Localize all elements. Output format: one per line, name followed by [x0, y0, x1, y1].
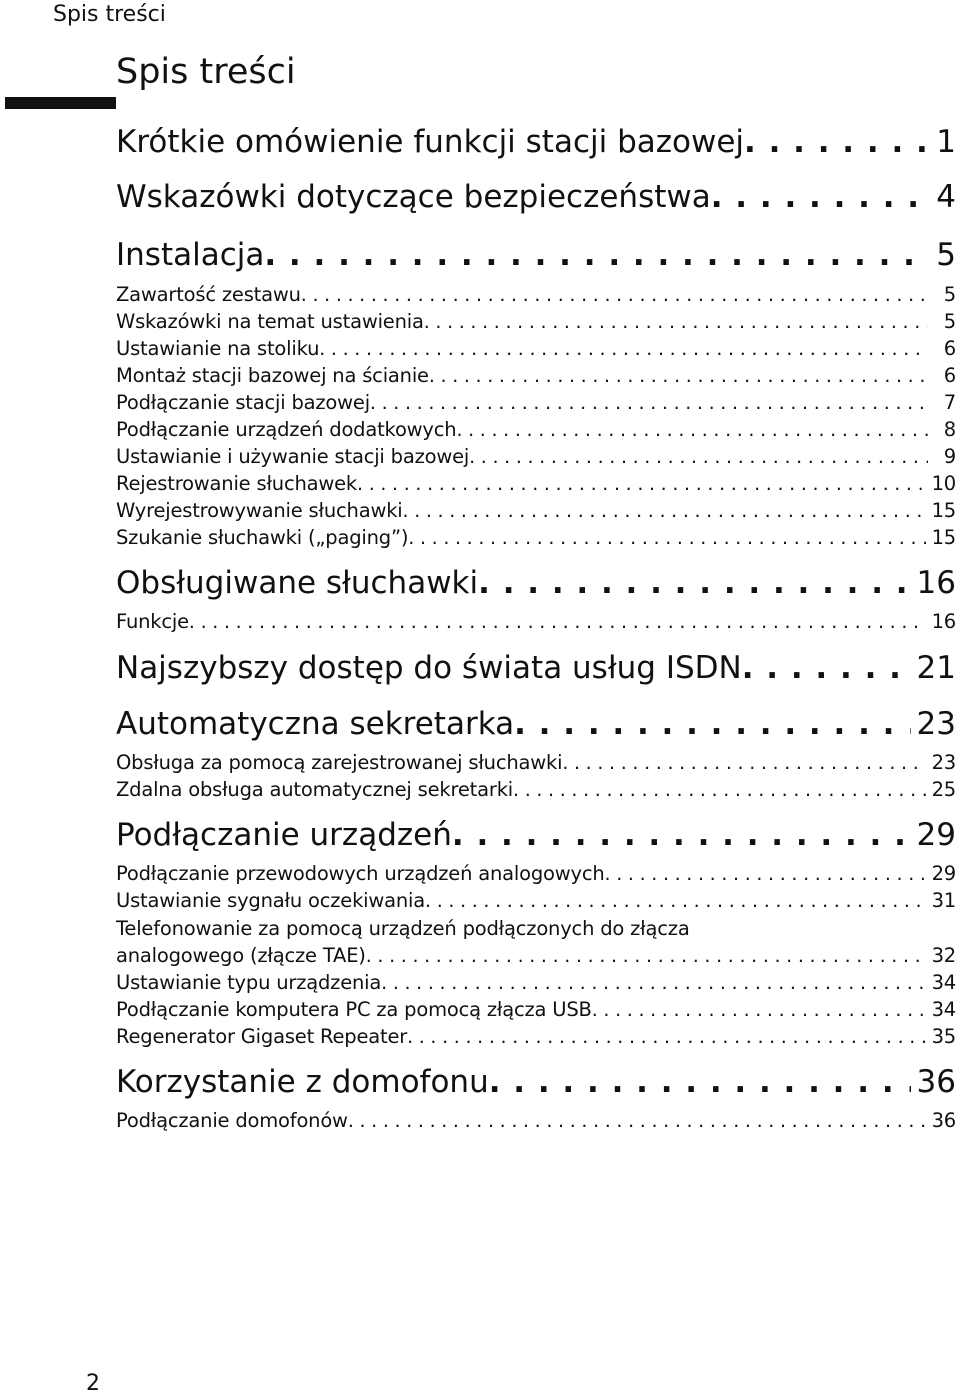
dot-leader — [348, 1110, 926, 1132]
toc-page-number: 15 — [931, 499, 956, 522]
dot-leader — [744, 124, 930, 160]
toc-section-row[interactable] — [116, 179, 956, 219]
toc-entry-title: Ustawianie sygnału oczekiwania — [116, 889, 426, 912]
toc-section-title: Automatyczna sekretarka — [116, 706, 515, 742]
running-header: Spis treści — [53, 2, 166, 27]
dot-leader — [711, 179, 931, 215]
toc-entry-title: Podłączanie urządzeń dodatkowych — [116, 418, 457, 441]
toc-page-number: 10 — [931, 472, 956, 495]
toc-entry-title: Podłączanie domofonów — [116, 1109, 348, 1132]
page-number: 2 — [86, 1371, 100, 1396]
toc-page-number: 31 — [931, 889, 956, 912]
toc-entry-title: Montaż stacji bazowej na ścianie — [116, 364, 429, 387]
dot-leader — [264, 237, 930, 273]
toc-section-title: Wskazówki dotyczące bezpieczeństwa — [116, 179, 711, 215]
toc-entry-title: Wskazówki na temat ustawienia — [116, 310, 424, 333]
dot-leader — [407, 1026, 926, 1048]
dot-leader — [478, 565, 910, 601]
toc-entry-row[interactable] — [116, 751, 956, 778]
toc-entry-row[interactable] — [116, 971, 956, 998]
dot-leader — [489, 1064, 911, 1100]
dot-leader — [429, 365, 928, 387]
toc-entry-title: Podłączanie przewodowych urządzeń analogowych — [116, 862, 605, 885]
dot-leader — [605, 863, 926, 885]
dot-leader — [742, 650, 911, 686]
toc-page-number: 35 — [931, 1025, 956, 1048]
toc-page-number: 9 — [943, 445, 956, 468]
toc-entry-title: Zdalna obsługa automatycznej sekretarki — [116, 778, 514, 801]
toc-entry-title: Ustawianie typu urządzenia — [116, 971, 382, 994]
dot-leader — [452, 817, 911, 853]
toc-entry-title: Ustawianie i używanie stacji bazowej — [116, 445, 470, 468]
toc-section-title: Korzystanie z domofonu — [116, 1064, 489, 1100]
toc-page-number: 6 — [943, 337, 956, 360]
toc-page-number: 16 — [916, 565, 956, 601]
toc-entry-title: Wyrejestrowywanie słuchawki — [116, 499, 403, 522]
toc-page-number: 36 — [916, 1064, 956, 1100]
toc-entry-row[interactable] — [116, 998, 956, 1025]
toc-section-title: Krótkie omówienie funkcji stacji bazowej — [116, 124, 745, 160]
toc-section-row[interactable] — [116, 565, 956, 605]
dot-leader — [381, 972, 925, 994]
toc-page-number: 7 — [943, 391, 956, 414]
dot-leader — [408, 527, 925, 549]
dot-leader — [513, 779, 926, 801]
dot-leader — [189, 611, 926, 633]
toc-entry-title-line1[interactable]: Telefonowanie za pomocą urządzeń podłączonych do złącza — [116, 917, 690, 940]
toc-page-number: 34 — [931, 971, 956, 994]
toc-page-number: 4 — [936, 179, 956, 215]
toc-page-number: 5 — [943, 283, 956, 306]
toc-page-number: 5 — [936, 237, 956, 273]
toc-entry-title: Zawartość zestawu — [116, 283, 301, 306]
toc-section-title: Podłączanie urządzeń — [116, 817, 452, 853]
dot-leader — [357, 473, 926, 495]
toc-entry-row[interactable] — [116, 310, 956, 337]
toc-entry-title: Ustawianie na stoliku — [116, 337, 320, 360]
toc-entry-row[interactable] — [116, 364, 956, 391]
toc-entry-row[interactable] — [116, 862, 956, 889]
toc-entry-row[interactable] — [116, 1109, 956, 1136]
dot-leader — [366, 945, 926, 967]
title-rule — [5, 97, 116, 109]
toc-entry-row[interactable] — [116, 337, 956, 364]
toc-entry-row[interactable] — [116, 1025, 956, 1052]
toc-entry-row[interactable] — [116, 889, 956, 916]
toc-entry-row[interactable] — [116, 391, 956, 418]
toc-entry-row[interactable] — [116, 499, 956, 526]
toc-page-number: 34 — [931, 998, 956, 1021]
toc-page-number: 8 — [943, 418, 956, 441]
toc-page-number: 6 — [943, 364, 956, 387]
dot-leader — [319, 338, 928, 360]
toc-page-number: 23 — [916, 706, 956, 742]
toc-entry-row[interactable] — [116, 445, 956, 472]
toc-section-title: Instalacja — [116, 237, 265, 273]
toc-entry-title: Funkcje — [116, 610, 189, 633]
page-title: Spis treści — [116, 52, 296, 92]
toc-section-title: Obsługiwane słuchawki — [116, 565, 479, 601]
toc-section-row[interactable] — [116, 237, 956, 277]
toc-entry-row[interactable] — [116, 944, 956, 971]
toc-page-number: 16 — [931, 610, 956, 633]
dot-leader — [424, 311, 928, 333]
toc-entry-row[interactable] — [116, 283, 956, 310]
toc-page-number: 25 — [931, 778, 956, 801]
toc-entry-title: analogowego (złącze TAE) — [116, 944, 366, 967]
toc-entry-title: Podłączanie stacji bazowej — [116, 391, 370, 414]
toc-page-number: 21 — [916, 650, 956, 686]
toc-section-row[interactable] — [116, 817, 956, 857]
toc-entry-title: Podłączanie komputera PC za pomocą złącza USB — [116, 998, 592, 1021]
toc-page-number: 23 — [931, 751, 956, 774]
toc-page-number: 29 — [931, 862, 956, 885]
toc-page-number: 5 — [943, 310, 956, 333]
toc-entry-row[interactable] — [116, 418, 956, 445]
dot-leader — [592, 999, 926, 1021]
dot-leader — [403, 500, 926, 522]
toc-page-number: 36 — [931, 1109, 956, 1132]
toc-page-number: 32 — [931, 944, 956, 967]
toc-entry-title: Obsługa za pomocą zarejestrowanej słuchawki — [116, 751, 563, 774]
toc-entry-title: Rejestrowanie słuchawek — [116, 472, 358, 495]
dot-leader — [562, 752, 925, 774]
toc-section-row[interactable] — [116, 706, 956, 746]
toc-entry-row[interactable] — [116, 472, 956, 499]
toc-entry-title: Szukanie słuchawki („paging”) — [116, 526, 409, 549]
dot-leader — [425, 890, 926, 912]
dot-leader — [456, 419, 928, 441]
toc-section-title: Najszybszy dostęp do świata usług ISDN — [116, 650, 742, 686]
toc-page-number: 1 — [936, 124, 956, 160]
toc-entry-row[interactable] — [116, 610, 956, 637]
toc-page-number: 29 — [916, 817, 956, 853]
dot-leader — [370, 392, 928, 414]
toc-section-row[interactable] — [116, 650, 956, 690]
toc-section-row[interactable] — [116, 124, 956, 164]
toc-entry-row[interactable] — [116, 778, 956, 805]
dot-leader — [514, 706, 910, 742]
toc-page-number: 15 — [931, 526, 956, 549]
toc-entry-title: Regenerator Gigaset Repeater — [116, 1025, 408, 1048]
dot-leader — [301, 284, 928, 306]
dot-leader — [469, 446, 928, 468]
toc-section-row[interactable] — [116, 1064, 956, 1104]
toc-entry-row[interactable] — [116, 526, 956, 553]
